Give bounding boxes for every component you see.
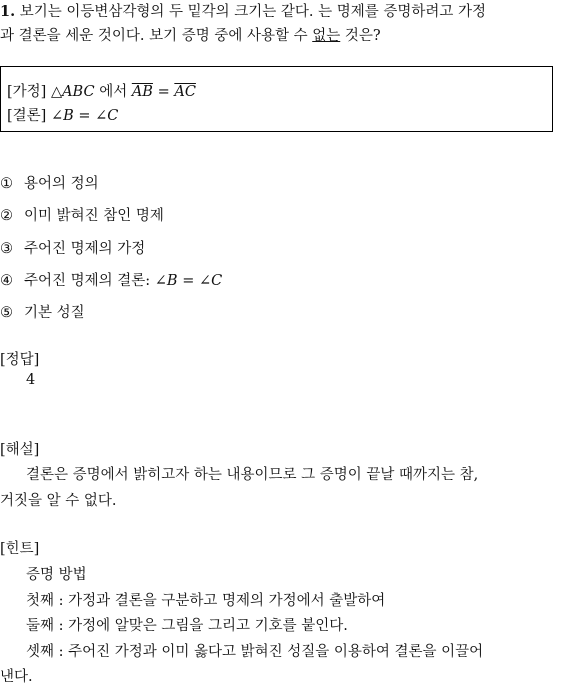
- conclusion-expr: ∠B = ∠C: [50, 108, 119, 124]
- choice-text: 이미 밝혀진 참인 명제: [24, 208, 164, 224]
- explanation-label: [해설]: [0, 442, 40, 458]
- segment-ab: $\overline{AB}$: [131, 84, 153, 100]
- conclusion-line: [7, 104, 118, 125]
- choice-5[interactable]: [0, 301, 85, 322]
- hint-title: 증명 방법: [26, 567, 87, 583]
- question-text-2-end: 것은?: [340, 28, 381, 44]
- question-number: 1.: [0, 3, 16, 20]
- underlined-word: 없는: [312, 28, 341, 44]
- answer-label: [정답]: [0, 352, 40, 368]
- hint-label: [힌트]: [0, 541, 40, 557]
- triangle-abc: △ABC: [50, 84, 95, 100]
- choice-4[interactable]: [0, 269, 222, 290]
- choice-1[interactable]: [0, 172, 99, 193]
- explanation-line-2: 거짓을 알 수 없다.: [0, 493, 117, 509]
- explanation-line-1: 결론은 증명에서 밝히고자 하는 내용이므로 그 증명이 끝날 때까지는 참,: [26, 467, 479, 483]
- segment-ac: $\overline{AC}$: [174, 84, 196, 100]
- hypothesis-mid: 에서: [99, 84, 128, 100]
- answer-value: 4: [26, 372, 36, 388]
- choice-number: ①: [0, 176, 13, 192]
- choice-number: ④: [0, 273, 13, 289]
- hypothesis-line: [7, 80, 196, 101]
- choice-text: 주어진 명제의 결론:: [24, 273, 151, 289]
- choice-text: 용어의 정의: [24, 176, 99, 192]
- choice-text: 기본 성질: [24, 305, 85, 321]
- hypothesis-label: [가정]: [7, 84, 47, 100]
- choice-number: ⑤: [0, 305, 13, 321]
- hint-line-3: 셋째 : 주어진 가정과 이미 옳다고 밝혀진 성질을 이용하여 결론을 이끌어: [26, 644, 484, 660]
- conclusion-label: [결론]: [7, 108, 47, 124]
- choice-number: ②: [0, 208, 13, 224]
- choice-3[interactable]: [0, 237, 145, 258]
- hint-line-2: 둘째 : 가정에 알맞은 그림을 그리고 기호를 붙인다.: [26, 618, 348, 634]
- choice-math: ∠B = ∠C: [154, 273, 223, 289]
- question-line-1: [0, 0, 486, 21]
- choice-2[interactable]: [0, 204, 164, 225]
- hint-line-4: 낸다.: [0, 669, 33, 685]
- hint-line-1: 첫째 : 가정과 결론을 구분하고 명제의 가정에서 출발하여: [26, 593, 386, 609]
- choice-number: ③: [0, 241, 13, 257]
- question-text-1: 보기는 이등변삼각형의 두 밑각의 크기는 같다. 는 명제를 증명하려고 가정: [19, 4, 487, 20]
- question-text-2: 과 결론을 세운 것이다. 보기 증명 중에 사용할 수: [0, 28, 313, 44]
- equals-sign: =: [157, 84, 170, 100]
- choice-text: 주어진 명제의 가정: [24, 241, 146, 257]
- given-box: [0, 66, 553, 132]
- question-line-2: [0, 24, 381, 45]
